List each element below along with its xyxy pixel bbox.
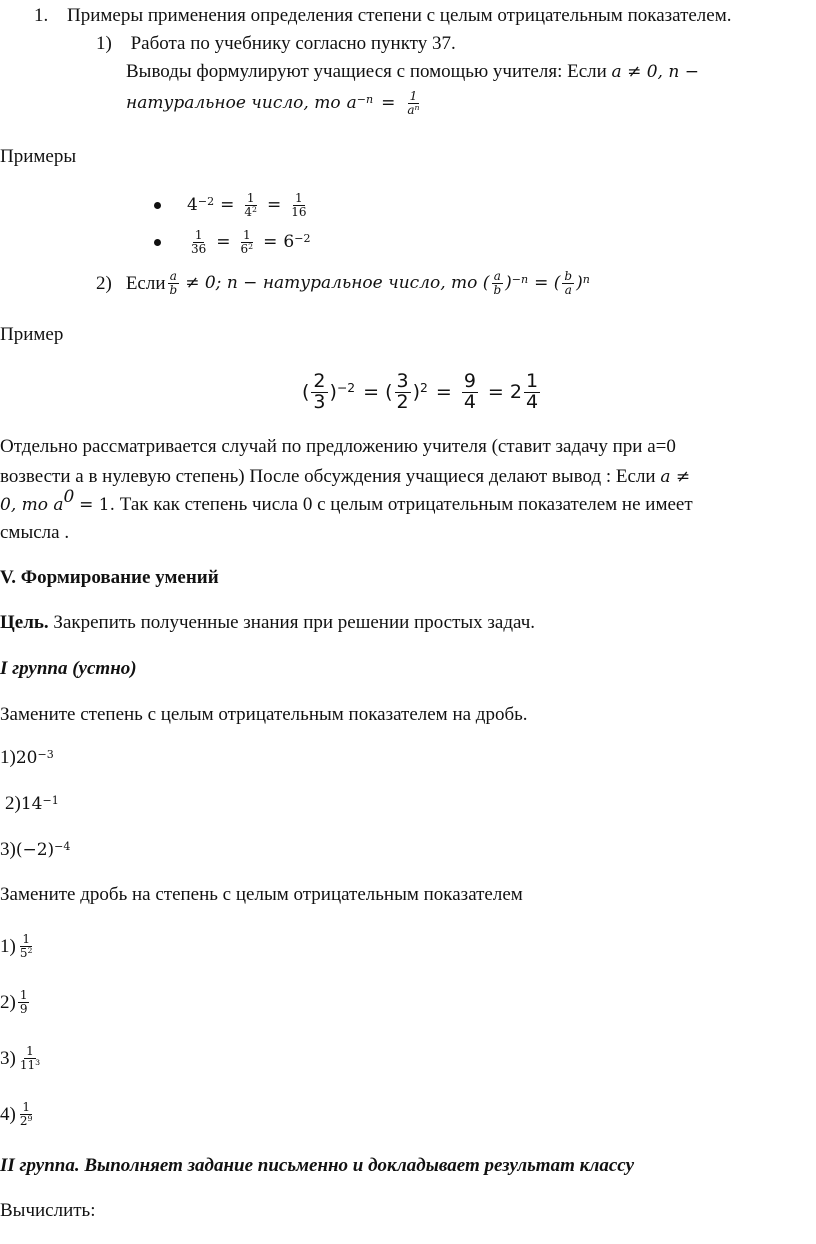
bullet-icon	[154, 239, 161, 246]
example-bullet-1: $4^{-2}$ = $\frac{1}{4^2}$ = $\frac{1}{16}$	[154, 185, 311, 225]
goal-text: Закрепить полученные знания при решении простых задач.	[53, 612, 536, 633]
fraction: $\frac{2}{3}$	[313, 369, 326, 413]
bullet-icon	[154, 202, 161, 209]
examples-heading: Примеры	[0, 146, 77, 167]
sub-item-2: 2) Если $\frac{a}{b}$ ≠ 0; n − натуральное число, то ( $\frac{a}{b}$ )$^{-n}$ = ( $\frac{b}{a}$ )$^n$	[96, 268, 590, 297]
task-2: Замените дробь на степень с целым отрицательным показателем	[0, 884, 523, 905]
fraction: $\frac{1}{16}$	[291, 190, 307, 219]
definition-formula	[126, 84, 424, 122]
paragraph-line-4: смысла .	[0, 522, 70, 543]
condition-math: a ≠ 0, n −	[611, 62, 699, 82]
power: $4^{-2}$	[187, 194, 215, 215]
formula-lhs: $a^{-n}$	[346, 92, 374, 113]
fraction: $\frac{1}{11^3}$	[19, 1043, 41, 1072]
list-number: 1.	[34, 5, 49, 26]
section-heading: V. Формирование умений	[0, 567, 219, 588]
task1-item-1: $1)20^{-3}$	[0, 747, 54, 768]
compute-label: Вычислить:	[0, 1200, 96, 1221]
conclusion-text: Выводы формулируют учащиеся с помощью учителя: Если	[126, 61, 607, 82]
sub-item-1	[96, 34, 456, 53]
fraction: $\frac{1}{2^9}$	[19, 1099, 33, 1128]
paragraph-line-3: 0, то $a^0 = 1$. Так как степень числа 0 с целым отрицательным показателем не имеет	[0, 487, 693, 515]
fraction: $\frac{1}{36}$	[191, 227, 207, 256]
paragraph-line-2: возвести a в нулевую степень) После обсуждения учащиеся делают вывод : Если a ≠	[0, 466, 691, 487]
sub-text: Работа по учебнику согласно пункту 37.	[130, 33, 456, 54]
goal-label: Цель.	[0, 612, 49, 633]
fraction: $\frac{b}{a}$	[564, 268, 573, 297]
task2-item-1: 1) $\frac{1}{5^2}$	[0, 931, 33, 960]
conclusion-line	[126, 62, 699, 81]
item-text: Примеры применения определения степени с целым отрицательным показателем.	[67, 5, 732, 26]
fraction: $\frac{9}{4}$	[463, 369, 476, 413]
fraction: $\frac{a}{b}$	[169, 268, 178, 297]
goal-line	[0, 613, 535, 632]
fraction: $\frac{1}{9}$	[19, 987, 28, 1016]
task2-item-4: 4) $\frac{1}{2^9}$	[0, 1099, 33, 1128]
fraction: $\frac{1}{6^2}$	[240, 227, 254, 256]
fraction: $\frac{1}{5^2}$	[19, 931, 33, 960]
group-heading-1: I группа (устно)	[0, 658, 137, 679]
fraction: $\frac{1}{4}$	[525, 369, 539, 413]
power: $6^{-2}$	[283, 231, 311, 252]
equals-sign: =	[381, 92, 396, 113]
group-heading-2: II группа. Выполняет задание письменно и докладывает результат классу	[0, 1155, 635, 1176]
task-1: Замените степень с целым отрицательным показателем на дробь.	[0, 704, 528, 725]
example-bullet-2: $\frac{1}{36}$ = $\frac{1}{6^2}$ = $6^{-2}$	[154, 222, 311, 262]
condition-text: натуральное число, то	[126, 92, 341, 113]
list-item-1	[34, 6, 732, 25]
task1-item-2: $2)14^{-1}$	[5, 793, 59, 814]
sub-number: 1)	[96, 33, 112, 54]
sub-number: 2)	[96, 272, 112, 294]
big-example-formula: ( $\frac{2}{3}$ )$^{-2}$ = ( $\frac{3}{2}$ )$^2$ = $\frac{9}{4}$ = 2 $\frac{1}{4}$	[302, 369, 539, 413]
task1-item-3: $3)(-2)^{-4}$	[0, 839, 71, 860]
fraction: $\frac{1}{4^2}$	[244, 190, 257, 219]
fraction: $\frac{3}{2}$	[396, 369, 409, 413]
task2-item-2: 2) $\frac{1}{9}$	[0, 987, 28, 1016]
paragraph-line-1: Отдельно рассматривается случай по предложению учителя (ставит задачу при a=0	[0, 436, 676, 457]
task2-item-3: 3) $\frac{1}{11^3}$	[0, 1043, 41, 1072]
example-heading: Пример	[0, 324, 64, 345]
fraction: $\frac{a}{b}$	[493, 268, 502, 297]
fraction: $\frac{1}{a^n}$	[407, 88, 420, 117]
